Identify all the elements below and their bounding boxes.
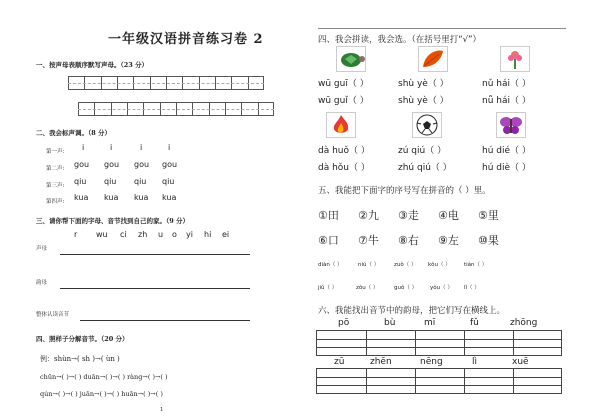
tone-row-label: 第三声: [46,183,65,189]
top-rule [318,28,566,29]
leaf-icon [418,46,448,72]
pinyin-blank[interactable]: tián（ ） [464,262,488,268]
answer-line[interactable] [80,320,250,321]
sort-letter: wu [96,230,108,239]
syllable: pō [338,318,350,328]
pinyin-choice[interactable]: zú qiú（ ） [398,146,447,156]
tone-row-label: 第二声: [46,166,65,172]
char-item: ⑩果 [478,234,499,247]
pinyin-choice[interactable]: zhú qiú（ ） [398,163,452,173]
syllable: zhēn [370,357,392,367]
q4-heading: 四、我会拼读，我会选。（在括号里打“√”） [318,35,481,45]
sort-letter: o [172,230,177,239]
tone-item: kua [134,193,149,202]
syllable: nēng [420,357,443,367]
pinyin-blank[interactable]: diàn（ ） [318,262,343,268]
tone-item: gou [104,160,120,169]
tone-item: qiu [104,177,117,186]
pinyin-blank[interactable]: jiǔ（ ） [318,285,338,291]
answer-line[interactable] [60,254,250,255]
pinyin-blank[interactable]: guǒ（ ） [394,285,418,291]
writing-grid[interactable] [78,102,274,116]
tone-item: qiu [162,177,175,186]
tone-item: kua [74,193,89,202]
q6-heading: 六、我能找出音节中的韵母，把它们写在横线上。 [318,306,506,316]
tone-item: qiu [74,177,87,186]
syllable: fǔ [470,318,479,328]
pinyin-choice[interactable]: hú diè（ ） [482,163,531,173]
pinyin-choice[interactable]: dà huǒ（ ） [318,146,370,156]
char-item: ③走 [398,209,419,222]
syllable: mī [424,318,436,328]
pinyin-choice[interactable]: nǔ hái（ ） [482,79,531,89]
sort-letter: hi [204,230,212,239]
writing-grid[interactable] [68,76,264,90]
section-1-heading: 一、按声母表顺序默写声母。（23 分） [36,61,149,69]
tone-item: kua [104,193,119,202]
label-whole-syllables: 整体认读音节 [36,312,70,318]
char-item: ②九 [358,209,379,222]
tone-item: gou [162,160,178,169]
tone-row-label: 第一声: [46,149,65,155]
tone-item: i [82,143,85,152]
answer-table[interactable] [316,330,562,356]
syllable: zhōng [510,318,538,328]
answer-line[interactable] [60,288,250,289]
tone-item: qiu [134,177,147,186]
sort-letter: ei [222,230,230,239]
pinyin-choice[interactable]: wū guī（ ） [318,79,369,89]
char-item: ④电 [438,209,459,222]
tone-item: gou [74,160,90,169]
section-3-heading: 三、请你帮下面的字母、音节找到自己的家。（9 分） [36,217,190,225]
syllable: lì [472,357,478,367]
sort-letter: zh [138,230,148,239]
q5-heading: 五、我能把下面字的序号写在拼音的（ ）里。 [318,186,491,196]
decompose-example: 例：shùn→( sh )→( ùn ) [40,355,120,363]
pinyin-choice[interactable]: dà hǒu（ ） [318,163,370,173]
tone-item: gou [134,160,150,169]
fire-icon [326,112,356,138]
flower-icon [500,46,530,72]
turtle-icon [336,46,366,72]
section-4-heading: 四、照样子分解音节。（20 分） [36,335,129,343]
tone-item: i [140,143,143,152]
answer-table[interactable] [316,368,562,394]
pinyin-choice[interactable]: shù yè（ ） [398,79,449,89]
football-icon [412,112,442,138]
char-item: ⑧右 [398,234,419,247]
pinyin-blank[interactable]: lǐ（ ） [464,285,480,291]
sort-letter: yi [186,230,193,239]
pinyin-choice[interactable]: shù yè（ ） [398,96,449,106]
pinyin-choice[interactable]: hú dié（ ） [482,146,531,156]
syllable: xuē [512,357,529,367]
char-item: ⑤里 [478,209,499,222]
tone-item: i [110,143,113,152]
pinyin-blank[interactable]: kǒu（ ） [428,262,451,268]
butterfly-icon [496,112,526,138]
tone-item: i [168,143,171,152]
syllable: bù [384,318,396,328]
pinyin-choice[interactable]: wū guǐ（ ） [318,96,369,106]
char-item: ⑨左 [438,234,459,247]
pinyin-choice[interactable]: nǚ hái（ ） [482,96,531,106]
sort-letter: u [158,230,164,239]
label-initials: 声母 [36,246,48,252]
decompose-line[interactable]: chūn→( )→( ) duān→( )→( ) ràng→( )→( ) [40,373,168,381]
sort-letter: ci [120,230,127,239]
label-finals: 韵母 [36,280,48,286]
pinyin-blank[interactable]: zuǒ（ ） [394,262,417,268]
section-2-heading: 二、我会标声调。（8 分） [36,129,112,137]
pinyin-blank[interactable]: zǒu（ ） [356,285,379,291]
pinyin-blank[interactable]: niú（ ） [358,262,380,268]
tone-row-label: 第四声: [46,199,65,205]
char-item: ⑥口 [318,234,339,247]
syllable: zū [334,357,345,367]
sort-letter: r [74,230,78,239]
page-title: 一年级汉语拼音练习卷 2 [108,32,264,47]
tone-item: kua [162,193,177,202]
char-item: ①田 [318,209,339,222]
char-item: ⑦牛 [358,234,379,247]
page-number: 1 [160,407,164,413]
decompose-line[interactable]: qún→( )→( ) juān→( )→( ) huān→( )→( ) [40,390,163,398]
pinyin-blank[interactable]: yòu（ ） [430,285,453,291]
